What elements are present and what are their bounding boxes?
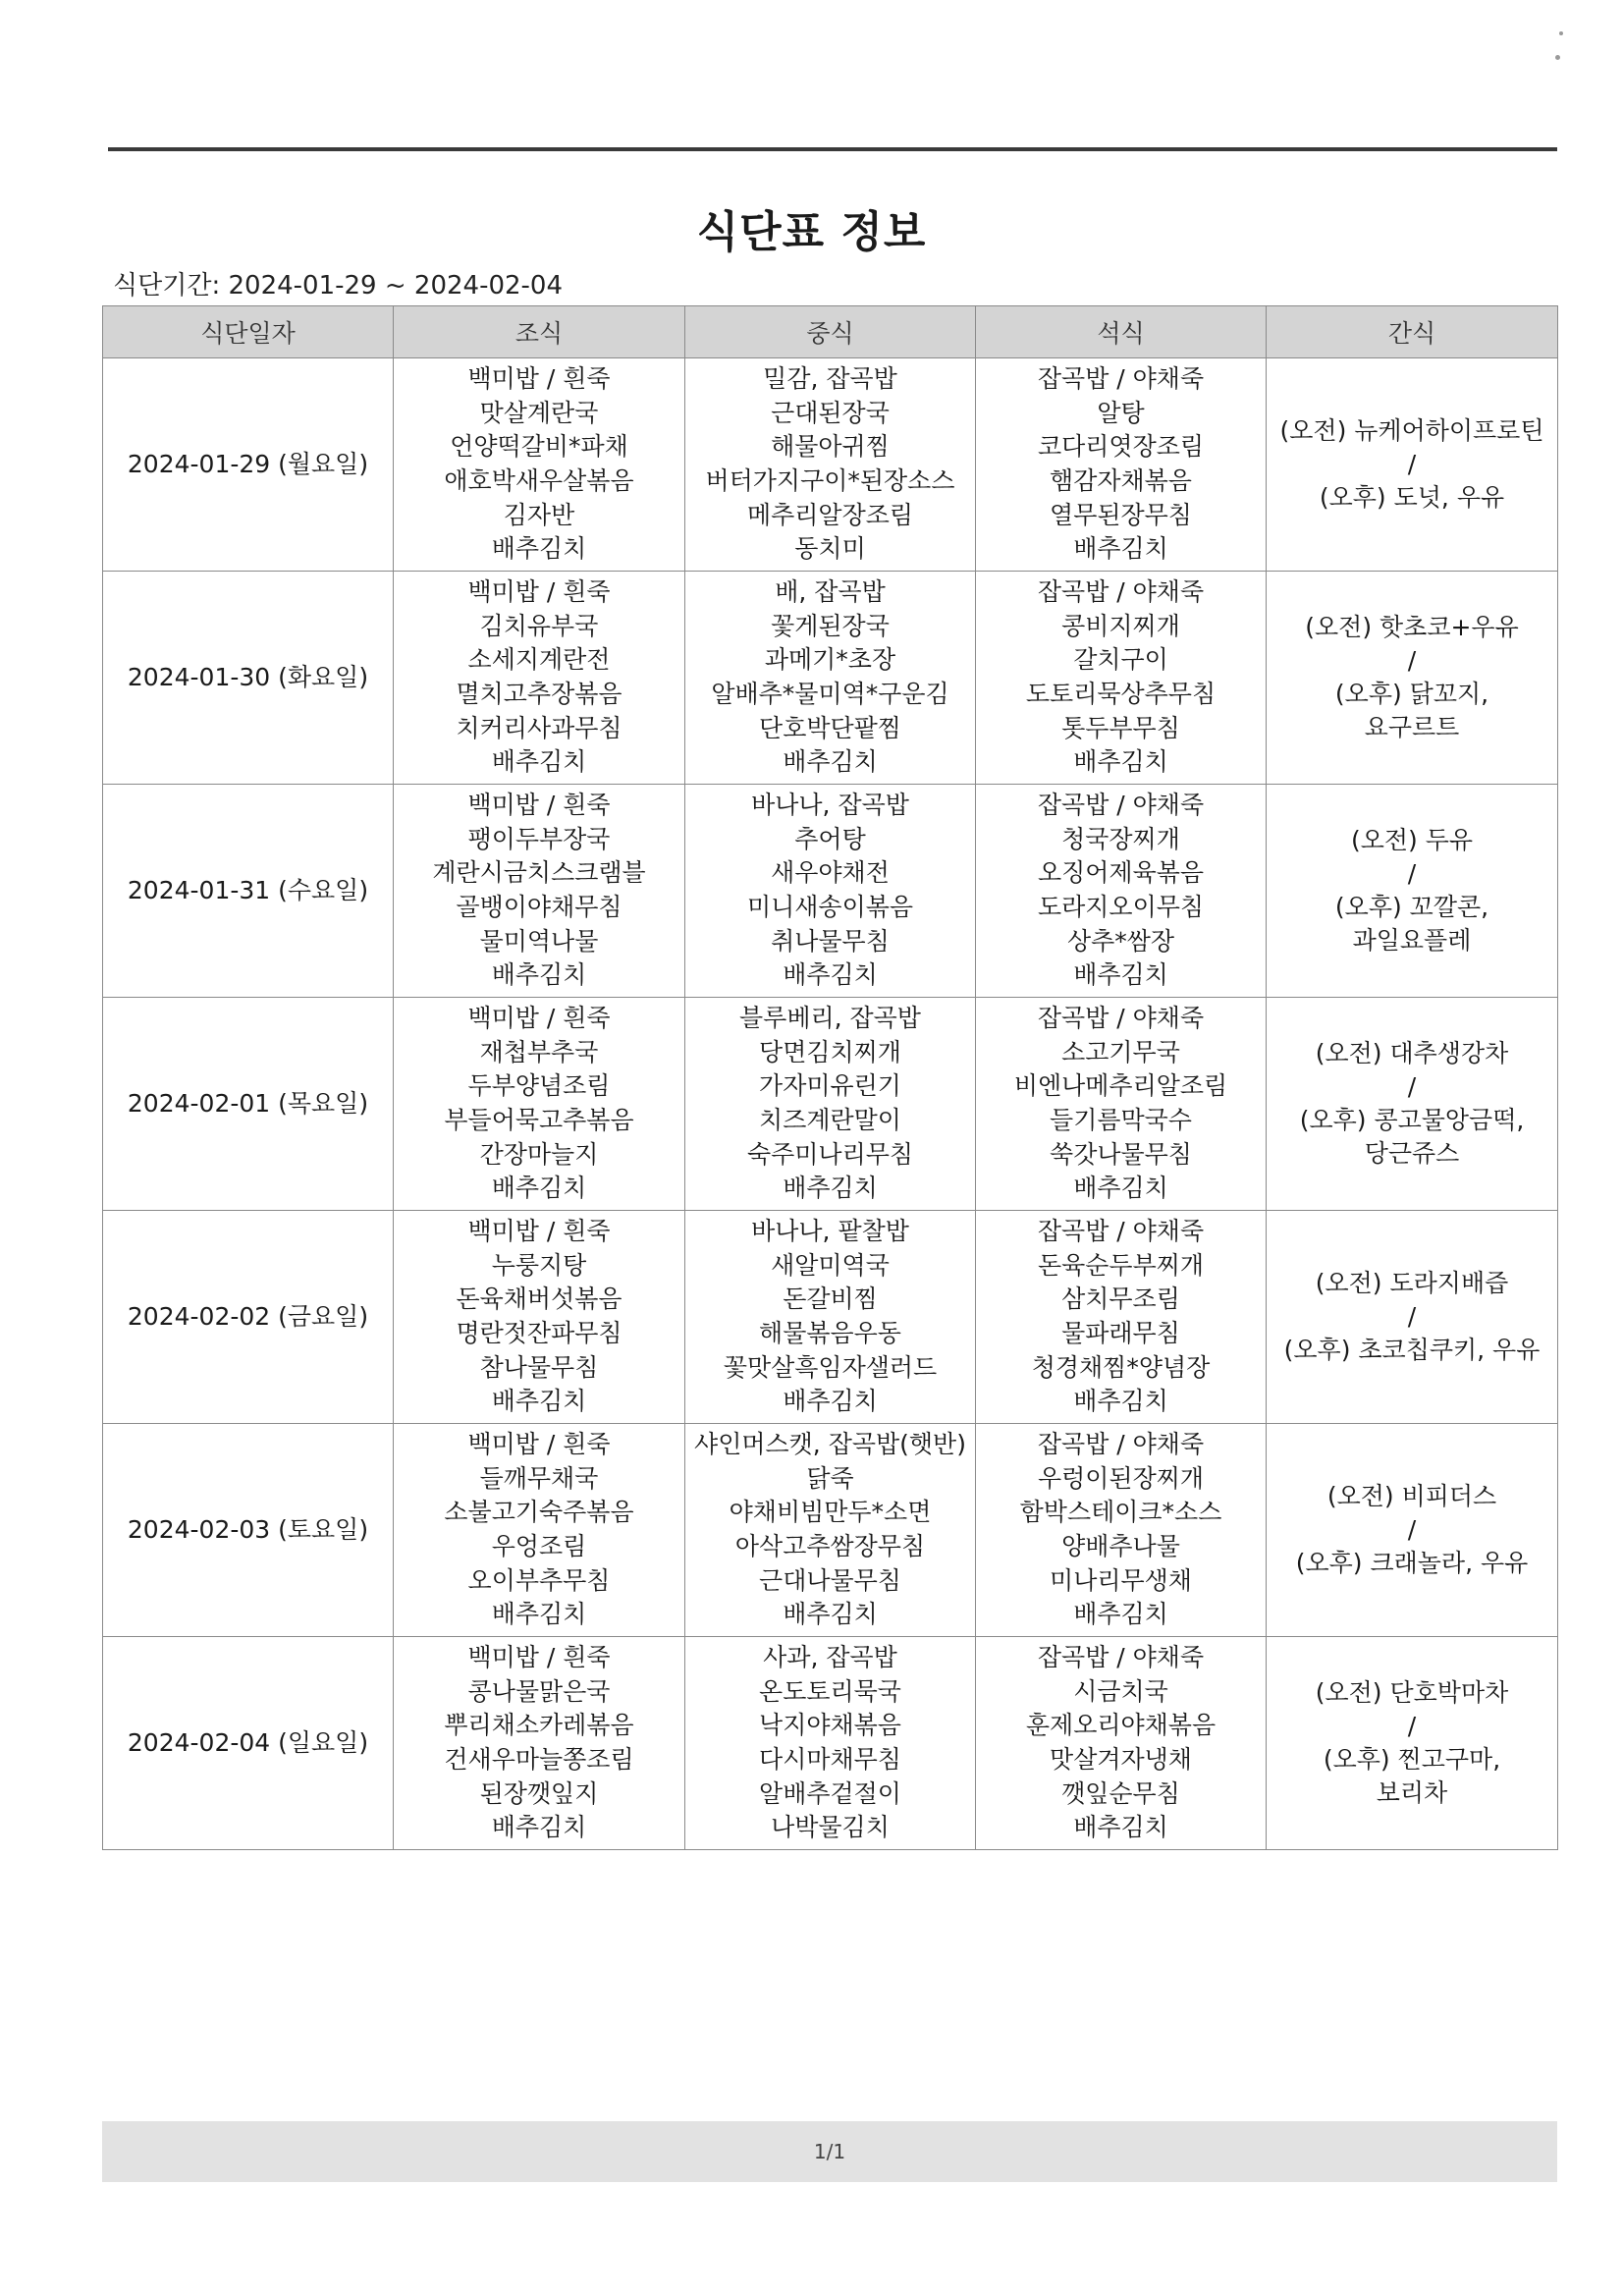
snack-cell [1267,785,1558,998]
menu-item: 배추김치 [783,1600,878,1629]
menu-item: 재첩부추국 [479,1037,599,1066]
menu-item: 꽃게된장국 [771,611,890,640]
header-date: 식단일자 [103,306,394,358]
scan-speck [1555,55,1560,60]
menu-item: 돈육순두부찌개 [1037,1250,1205,1280]
menu-item: 콩비지찌개 [1061,611,1180,640]
menu-item: 추어탕 [794,824,866,853]
menu-item: 두부양념조림 [467,1071,611,1101]
date-cell: 2024-01-30 (화요일) [103,572,394,785]
menu-item: 과메기*초장 [764,645,896,675]
menu-item: 멸치고추장볶음 [456,680,622,708]
menu-item: 취나물무침 [771,926,890,956]
menu-item: 명란젓잔파무침 [456,1319,622,1347]
menu-item: 뿌리채소카레볶음 [444,1711,634,1740]
breakfast-cell [394,1211,685,1424]
lunch-cell [685,1211,976,1424]
footer-bar [102,2121,1557,2182]
menu-item: 애호박새우살볶음 [444,466,634,495]
menu-item: 배추김치 [491,1174,587,1203]
menu-item: 청경채찜*양념장 [1031,1352,1211,1382]
snack-item: (오전) 단호박마차 [1315,1678,1509,1707]
menu-item: 새우야채전 [771,858,890,888]
menu-item: 잡곡밥 / 야채죽 [1037,1217,1205,1246]
snack-item: 보리차 [1376,1778,1448,1807]
snack-cell [1267,1211,1558,1424]
menu-item: 배추김치 [491,534,587,564]
breakfast-cell [394,998,685,1211]
menu-item: 배추김치 [491,747,587,777]
snack-item: (오전) 대추생강차 [1315,1039,1509,1067]
menu-item: 샤인머스캣, 잡곡밥(햇반) [694,1430,966,1459]
menu-item: 야채비빔만두*소면 [729,1498,932,1527]
dinner-cell [976,1424,1267,1637]
menu-item: 참나물무침 [479,1352,599,1382]
menu-item: 김자반 [503,500,575,529]
menu-item: 단호박단팥찜 [759,713,901,742]
snack-cell [1267,998,1558,1211]
menu-item: 미니새송이볶음 [746,893,914,921]
snack-item: / [1407,1302,1417,1331]
dinner-cell [976,358,1267,572]
menu-item: 함박스테이크*소스 [1019,1498,1222,1527]
menu-item: 삼치무조림 [1061,1285,1180,1314]
menu-item: 들깨무채국 [479,1463,599,1493]
menu-item: 동치미 [794,534,866,564]
menu-body [103,358,1558,1850]
menu-item: 햄감자채볶음 [1050,466,1192,495]
snack-item: / [1407,1712,1417,1740]
menu-item: 열무된장무침 [1050,500,1192,529]
menu-item: 버터가지구이*된장소스 [705,466,955,495]
date-cell: 2024-02-02 (금요일) [103,1211,394,1424]
snack-item: (오전) 핫초코+우유 [1305,613,1519,641]
menu-item: 바나나, 잡곡밥 [751,791,909,820]
menu-item: 백미밥 / 흰죽 [467,1217,611,1246]
menu-item: 블루베리, 잡곡밥 [739,1004,921,1033]
menu-item: 청국장찌개 [1061,824,1180,853]
menu-item: 배추김치 [1073,1174,1168,1203]
menu-item: 치커리사과무침 [456,713,622,742]
menu-item: 다시마채무침 [759,1745,901,1774]
lunch-cell [685,1637,976,1850]
header-lunch: 중식 [685,306,976,358]
menu-item: 미나리무생채 [1050,1565,1192,1595]
menu-item: 배추김치 [1073,960,1168,990]
menu-item: 물미역나물 [479,926,599,956]
table-row [103,358,1558,572]
snack-item: (오후) 콩고물앙금떡, [1299,1106,1525,1134]
lunch-cell [685,1424,976,1637]
menu-item: 백미밥 / 흰죽 [467,1004,611,1033]
table-row [103,785,1558,998]
menu-item: 돈육채버섯볶음 [456,1285,622,1314]
breakfast-cell [394,785,685,998]
menu-item: 나박물김치 [771,1813,890,1842]
menu-item: 가자미유린기 [759,1071,901,1101]
menu-item: 언양떡갈비*파채 [450,432,628,462]
menu-item: 잡곡밥 / 야채죽 [1037,1430,1205,1459]
menu-item: 치즈계란말이 [759,1106,901,1134]
menu-item: 배, 잡곡밥 [775,577,886,607]
header-breakfast: 조식 [394,306,685,358]
menu-item: 온도토리묵국 [759,1676,901,1706]
menu-item: 배추김치 [1073,1600,1168,1629]
snack-item: 당근쥬스 [1364,1139,1460,1168]
page-number: 1/1 [813,2140,846,2163]
snack-item: / [1407,646,1417,675]
header-snack: 간식 [1267,306,1558,358]
snack-cell [1267,572,1558,785]
menu-item: 돈갈비찜 [783,1285,878,1314]
menu-item: 훈제오리야채볶음 [1025,1711,1217,1740]
menu-item: 우렁이된장찌개 [1037,1463,1205,1493]
lunch-cell [685,358,976,572]
menu-item: 백미밥 / 흰죽 [467,791,611,820]
menu-item: 부들어묵고추볶음 [444,1106,634,1134]
menu-item: 백미밥 / 흰죽 [467,364,611,394]
menu-item: 잡곡밥 / 야채죽 [1037,364,1205,394]
menu-item: 누룽지탕 [491,1250,587,1280]
menu-item: 비엔나메추리알조림 [1013,1071,1228,1101]
breakfast-cell [394,1637,685,1850]
snack-item: / [1407,1072,1417,1101]
date-cell: 2024-02-03 (토요일) [103,1424,394,1637]
menu-item: 배추김치 [1073,1813,1168,1842]
menu-item: 갈치구이 [1073,645,1168,675]
snack-item: / [1407,859,1417,888]
snack-item: 요구르트 [1364,713,1460,741]
page-title: 식단표 정보 [696,207,927,257]
dinner-cell [976,785,1267,998]
snack-item: (오전) 비피더스 [1326,1482,1497,1510]
snack-item: (오전) 도라지배즙 [1315,1269,1509,1297]
menu-item: 아삭고추쌈장무침 [734,1532,926,1560]
menu-item: 도토리묵상추무침 [1025,680,1217,708]
menu-item: 배추김치 [1073,534,1168,564]
menu-item: 배추김치 [783,1174,878,1203]
menu-item: 코다리엿장조림 [1037,432,1205,462]
lunch-cell [685,998,976,1211]
date-cell: 2024-01-31 (수요일) [103,785,394,998]
table-row [103,1424,1558,1637]
table-row [103,998,1558,1211]
header-dinner: 석식 [976,306,1267,358]
snack-item: (오후) 찐고구마, [1323,1745,1501,1774]
breakfast-cell [394,572,685,785]
snack-item: (오후) 초코칩쿠키, 우유 [1283,1336,1541,1364]
menu-item: 배추김치 [491,960,587,990]
menu-item: 근대된장국 [771,398,890,427]
menu-item: 해물볶음우동 [759,1319,901,1347]
menu-item: 백미밥 / 흰죽 [467,577,611,607]
menu-item: 쑥갓나물무침 [1050,1139,1192,1169]
snack-item: / [1407,1515,1417,1544]
menu-item: 알배추겉절이 [759,1778,901,1808]
menu-item: 맛살계란국 [479,398,599,427]
menu-item: 백미밥 / 흰죽 [467,1643,611,1672]
table-row [103,572,1558,785]
snack-item: (오후) 크래놀라, 우유 [1295,1549,1529,1577]
menu-item: 간장마늘지 [479,1139,599,1169]
menu-item: 배추김치 [783,747,878,777]
scan-speck [1559,31,1563,35]
snack-cell [1267,1637,1558,1850]
snack-item: (오전) 뉴케어하이프로틴 [1279,416,1544,445]
menu-item: 소세지계란전 [467,645,611,675]
menu-item: 알탕 [1097,398,1145,427]
menu-item: 당면김치찌개 [759,1037,901,1066]
menu-item: 낙지야채볶음 [759,1711,901,1740]
menu-item: 맛살겨자냉채 [1050,1745,1192,1774]
menu-item: 우엉조림 [491,1532,587,1560]
snack-cell [1267,1424,1558,1637]
snack-item: / [1407,450,1417,478]
menu-item: 양배추나물 [1061,1532,1180,1560]
menu-item: 꽃맛살흑임자샐러드 [723,1352,938,1382]
lunch-cell [685,572,976,785]
menu-item: 골뱅이야채무침 [456,893,622,921]
menu-item: 된장깻잎지 [479,1778,599,1808]
date-cell: 2024-02-04 (일요일) [103,1637,394,1850]
snack-cell [1267,358,1558,572]
dinner-cell [976,998,1267,1211]
menu-item: 상추*쌈장 [1066,926,1175,956]
top-rule [108,147,1557,151]
dinner-cell [976,1637,1267,1850]
dinner-cell [976,1211,1267,1424]
snack-item: (오전) 두유 [1350,826,1474,854]
menu-item: 계란시금치스크램블 [432,858,646,888]
menu-item: 배추김치 [783,960,878,990]
menu-item: 배추김치 [491,1600,587,1629]
menu-table [102,305,1558,1850]
menu-item: 오이부추무침 [467,1565,611,1595]
menu-item: 들기름막국수 [1050,1106,1192,1134]
menu-item: 숙주미나리무침 [746,1139,914,1169]
snack-item: (오후) 꼬깔콘, [1334,893,1489,921]
menu-item: 오징어제육볶음 [1037,858,1205,888]
snack-item: (오후) 닭꼬지, [1334,680,1489,708]
menu-item: 배추김치 [783,1387,878,1416]
menu-item: 소불고기숙주볶음 [444,1498,634,1527]
menu-item: 바나나, 팥찰밥 [751,1217,909,1246]
menu-item: 김치유부국 [479,611,599,640]
menu-item: 배추김치 [1073,1387,1168,1416]
lunch-cell [685,785,976,998]
menu-item: 근대나물무침 [759,1565,901,1595]
menu-item: 해물아귀찜 [771,432,890,462]
menu-item: 밀감, 잡곡밥 [763,364,897,394]
menu-item: 물파래무침 [1061,1319,1180,1347]
menu-item: 잡곡밥 / 야채죽 [1037,1004,1205,1033]
menu-item: 배추김치 [491,1813,587,1842]
snack-item: 과일요플레 [1352,926,1472,955]
dinner-cell [976,572,1267,785]
menu-item: 잡곡밥 / 야채죽 [1037,577,1205,607]
menu-item: 메추리알장조림 [746,500,914,529]
menu-item: 콩나물맑은국 [467,1676,611,1706]
date-cell: 2024-02-01 (목요일) [103,998,394,1211]
menu-item: 알배추*물미역*구운김 [711,680,949,708]
menu-item: 잡곡밥 / 야채죽 [1037,1643,1205,1672]
menu-item: 시금치국 [1073,1676,1168,1706]
menu-item: 톳두부무침 [1061,713,1180,742]
snack-item: (오후) 도넛, 우유 [1319,483,1505,512]
table-row [103,1637,1558,1850]
menu-item: 배추김치 [1073,747,1168,777]
breakfast-cell [394,1424,685,1637]
menu-item: 백미밥 / 흰죽 [467,1430,611,1459]
menu-item: 도라지오이무침 [1037,893,1205,921]
menu-item: 깻잎순무침 [1061,1778,1180,1808]
menu-item: 팽이두부장국 [467,824,611,853]
header-row [103,306,1558,358]
menu-item: 소고기무국 [1061,1037,1180,1066]
menu-period: 식단기간: 2024-01-29 ~ 2024-02-04 [113,271,564,301]
menu-item: 배추김치 [491,1387,587,1416]
menu-item: 건새우마늘쫑조림 [444,1745,634,1774]
table-row [103,1211,1558,1424]
menu-item: 잡곡밥 / 야채죽 [1037,791,1205,820]
menu-item: 사과, 잡곡밥 [763,1643,897,1672]
menu-item: 닭죽 [806,1463,854,1493]
breakfast-cell [394,358,685,572]
date-cell: 2024-01-29 (월요일) [103,358,394,572]
menu-item: 새알미역국 [771,1250,890,1280]
